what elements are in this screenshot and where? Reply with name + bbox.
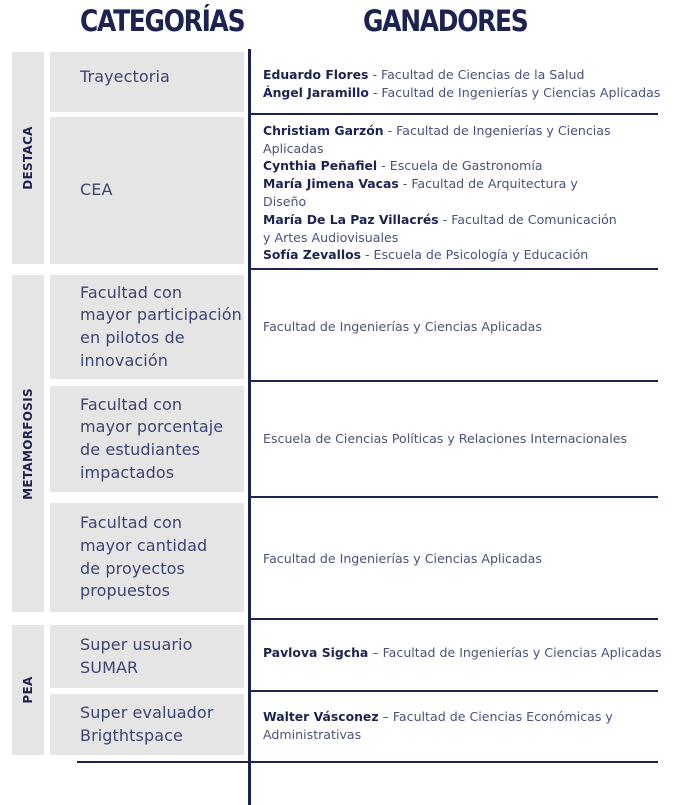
- group-label: DESTACA: [21, 126, 35, 190]
- row-divider: [248, 618, 658, 620]
- winner-entry: [263, 318, 663, 336]
- winners-header: GANADORES: [363, 4, 528, 38]
- winner-faculty: Facultad de Ingenierías y Ciencias Aplicadas: [263, 122, 611, 156]
- winner-entry: María Jimena Vacas - Facultad de Arquitectura y Diseño: [263, 176, 578, 209]
- winner-entry: Pavlova Sigcha – Facultad de Ingenierías y Ciencias Aplicadas: [263, 645, 662, 661]
- group-destaca: [12, 52, 44, 264]
- category-name: Trayectoria: [80, 67, 170, 86]
- category-cell: [50, 117, 244, 264]
- winner-entry: Christiam Garzón - Facultad de Ingenierías y Ciencias Aplicadas: [263, 122, 611, 156]
- winner-faculty: Facultad de Ingenierías y Ciencias Aplicadas: [263, 551, 542, 567]
- category-name: CEA: [80, 180, 113, 200]
- category-cell: [50, 52, 244, 112]
- winner-name: María De La Paz Villacrés: [263, 211, 439, 227]
- winner-faculty: Escuela de Psicología y Educación: [373, 247, 589, 263]
- group-pea: [12, 625, 44, 755]
- winner-faculty: Escuela de Ciencias Políticas y Relaciones Internacionales: [263, 431, 628, 447]
- group-metamorfosis: [12, 275, 44, 612]
- winner-entry: Cynthia Peñafiel - Escuela de Gastronomía: [263, 158, 543, 174]
- winner-entry: Walter Vásconez – Facultad de Ciencias Económicas y Administrativas: [263, 709, 613, 742]
- winner-name: Cynthia Peñafiel: [263, 158, 378, 174]
- winner-faculty: Facultad de Comunicación y Artes Audiovisuales: [263, 211, 617, 245]
- category-cell: [50, 694, 244, 755]
- group-label: METAMORFOSIS: [21, 387, 35, 500]
- winner-name: María Jimena Vacas: [263, 176, 399, 192]
- winners-cell: [263, 542, 663, 576]
- winner-entry: María De La Paz Villacrés - Facultad de Comunicación y Artes Audiovisuales: [263, 211, 617, 245]
- winner-name: Sofía Zevallos: [263, 247, 361, 263]
- row-divider: [248, 268, 658, 270]
- row-divider: [248, 113, 658, 115]
- category-cell: [50, 625, 244, 688]
- row-divider: [248, 380, 658, 382]
- winner-entry: Sofía Zevallos - Escuela de Psicología y Educación: [263, 247, 589, 263]
- winners-cell: [263, 122, 618, 263]
- winners-cell: [263, 310, 663, 344]
- table-bottom-border: [77, 761, 658, 763]
- winner-faculty: Facultad de Ingenierías y Ciencias Aplicadas: [382, 645, 662, 661]
- winner-faculty: Facultad de Ciencias de la Salud: [381, 67, 585, 83]
- winner-entry: [263, 430, 663, 448]
- category-name: Facultad con mayor cantidad de proyectos propuestos: [80, 513, 208, 601]
- row-divider: [248, 690, 658, 692]
- category-name: Facultad con mayor porcentaje de estudiantes impactados: [80, 394, 224, 482]
- winners-cell: [263, 62, 663, 106]
- category-name: Super evaluador Brigthtspace: [80, 702, 214, 745]
- winner-name: Ángel Jaramillo: [263, 85, 369, 100]
- winners-cell: [263, 636, 663, 670]
- winner-entry: Ángel Jaramillo - Facultad de Ingenierías y Ciencias Aplicadas: [263, 85, 661, 100]
- winner-faculty: Facultad de Ingenierías y Ciencias Aplicadas: [263, 319, 542, 335]
- winner-faculty: Facultad de Arquitectura y Diseño: [263, 176, 578, 209]
- winner-entry: [263, 550, 663, 568]
- group-label: PEA: [21, 676, 35, 704]
- row-divider: [248, 496, 658, 498]
- category-name: Facultad con mayor participación en pilotos de innovación: [80, 282, 242, 370]
- category-name: Super usuario SUMAR: [80, 634, 193, 677]
- category-cell: [50, 386, 244, 492]
- winner-name: Walter Vásconez: [263, 709, 379, 725]
- category-cell: [50, 503, 244, 612]
- winner-name: Christiam Garzón: [263, 122, 384, 138]
- winner-faculty: Facultad de Ciencias Económicas y Administrativas: [263, 709, 613, 742]
- winners-cell: [263, 704, 633, 748]
- category-cell: [50, 275, 244, 379]
- winner-name: Pavlova Sigcha: [263, 645, 369, 661]
- winner-faculty: Escuela de Gastronomía: [389, 158, 543, 174]
- winners-cell: [263, 422, 663, 456]
- winner-entry: Eduardo Flores - Facultad de Ciencias de la Salud: [263, 67, 585, 83]
- winner-faculty: Facultad de Ingenierías y Ciencias Aplicadas: [381, 85, 661, 100]
- winner-name: Eduardo Flores: [263, 67, 369, 83]
- categories-header: CATEGORÍAS: [80, 4, 245, 38]
